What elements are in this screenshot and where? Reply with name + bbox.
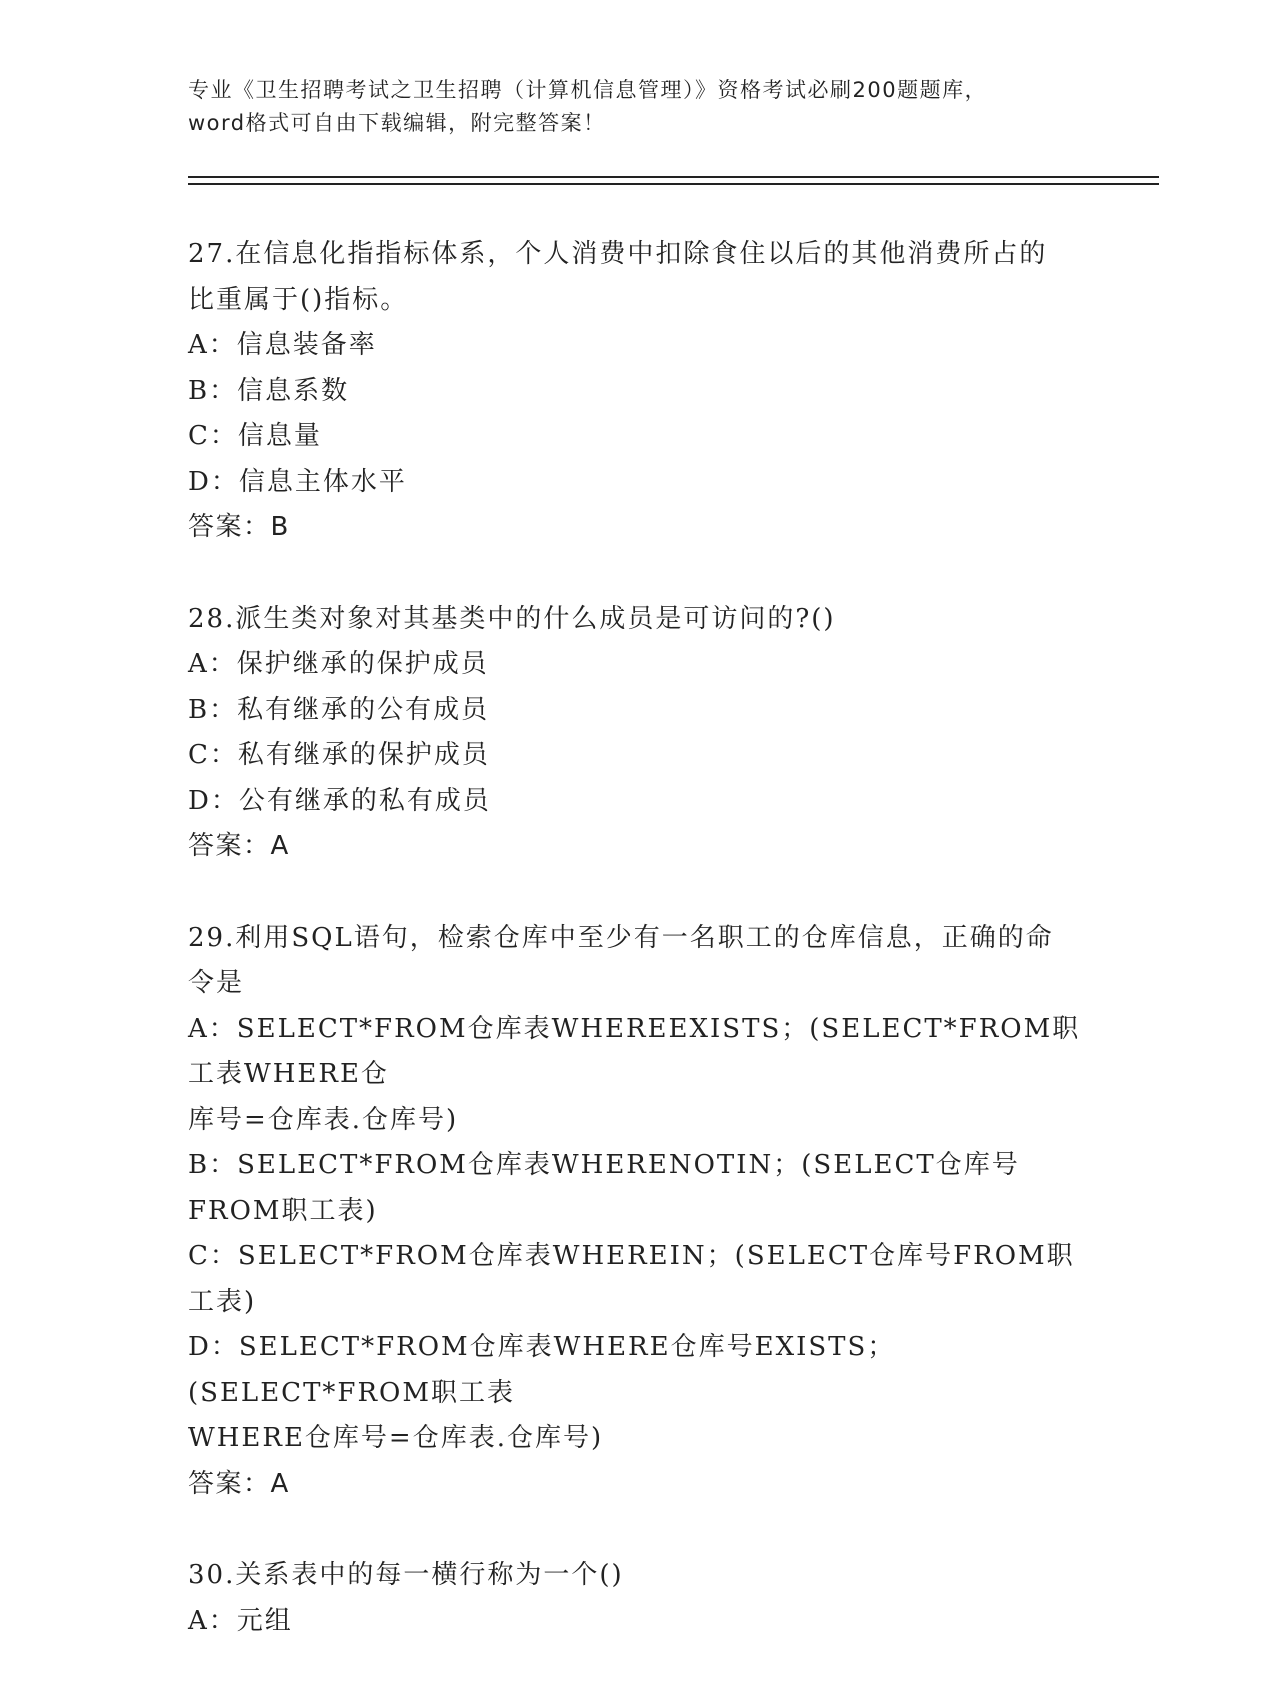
option-d: D：公有继承的私有成员	[188, 785, 491, 816]
question-29	[188, 916, 1088, 1508]
option-a: A：保护继承的保护成员	[188, 649, 489, 679]
question-stem: 30.关系表中的每一横行称为一个()	[188, 1560, 624, 1590]
option-c: C：信息量	[188, 421, 322, 451]
header-line-2: word格式可自由下载编辑，附完整答案！	[188, 111, 606, 135]
answer-label: 答案：A	[188, 831, 290, 861]
option-d: D：信息主体水平	[188, 466, 407, 497]
header-rule-top	[188, 176, 1159, 178]
question-30	[188, 1553, 1088, 1644]
answer-label: 答案：B	[188, 512, 290, 542]
question-stem: 比重属于()指标。	[188, 284, 409, 315]
option-a: A：SELECT*FROM仓库表WHEREEXISTS；(SELECT*FROM职工表WHERE仓	[188, 1013, 1081, 1089]
question-stem: 27.在信息化指指标体系，个人消费中扣除食住以后的其他消费所占的	[188, 239, 1048, 269]
option-d: D：SELECT*FROM仓库表WHERE仓库号EXISTS；(SELECT*FROM职工表	[188, 1332, 896, 1408]
question-27	[188, 232, 1088, 551]
question-28	[188, 597, 1088, 870]
option-c: C：私有继承的保护成员	[188, 740, 490, 770]
option-b: B：SELECT*FROM仓库表WHERENOTIN；(SELECT仓库号FROM职工表)	[188, 1150, 1020, 1226]
option-c: C：SELECT*FROM仓库表WHEREIN；(SELECT仓库号FROM职工表)	[188, 1241, 1075, 1317]
option-a: A：元组	[188, 1605, 293, 1636]
document-header	[188, 74, 1088, 140]
question-stem: 令是	[188, 968, 245, 998]
question-list	[188, 232, 1088, 1690]
header-line-1: 专业《卫生招聘考试之卫生招聘（计算机信息管理）》资格考试必刷200题题库，	[188, 78, 988, 102]
answer-label: 答案：A	[188, 1468, 290, 1499]
question-stem: 29.利用SQL语句，检索仓库中至少有一名职工的仓库信息，正确的命	[188, 922, 1054, 953]
option-b: B：私有继承的公有成员	[188, 694, 490, 725]
option-b: B：信息系数	[188, 375, 350, 406]
option-a: A：信息装备率	[188, 330, 377, 360]
option-d-continued: WHERE仓库号=仓库表.仓库号)	[188, 1423, 604, 1453]
option-a-continued: 库号=仓库表.仓库号)	[188, 1104, 459, 1135]
header-rule-bottom	[188, 183, 1159, 185]
question-stem: 28.派生类对象对其基类中的什么成员是可访问的?()	[188, 603, 836, 634]
